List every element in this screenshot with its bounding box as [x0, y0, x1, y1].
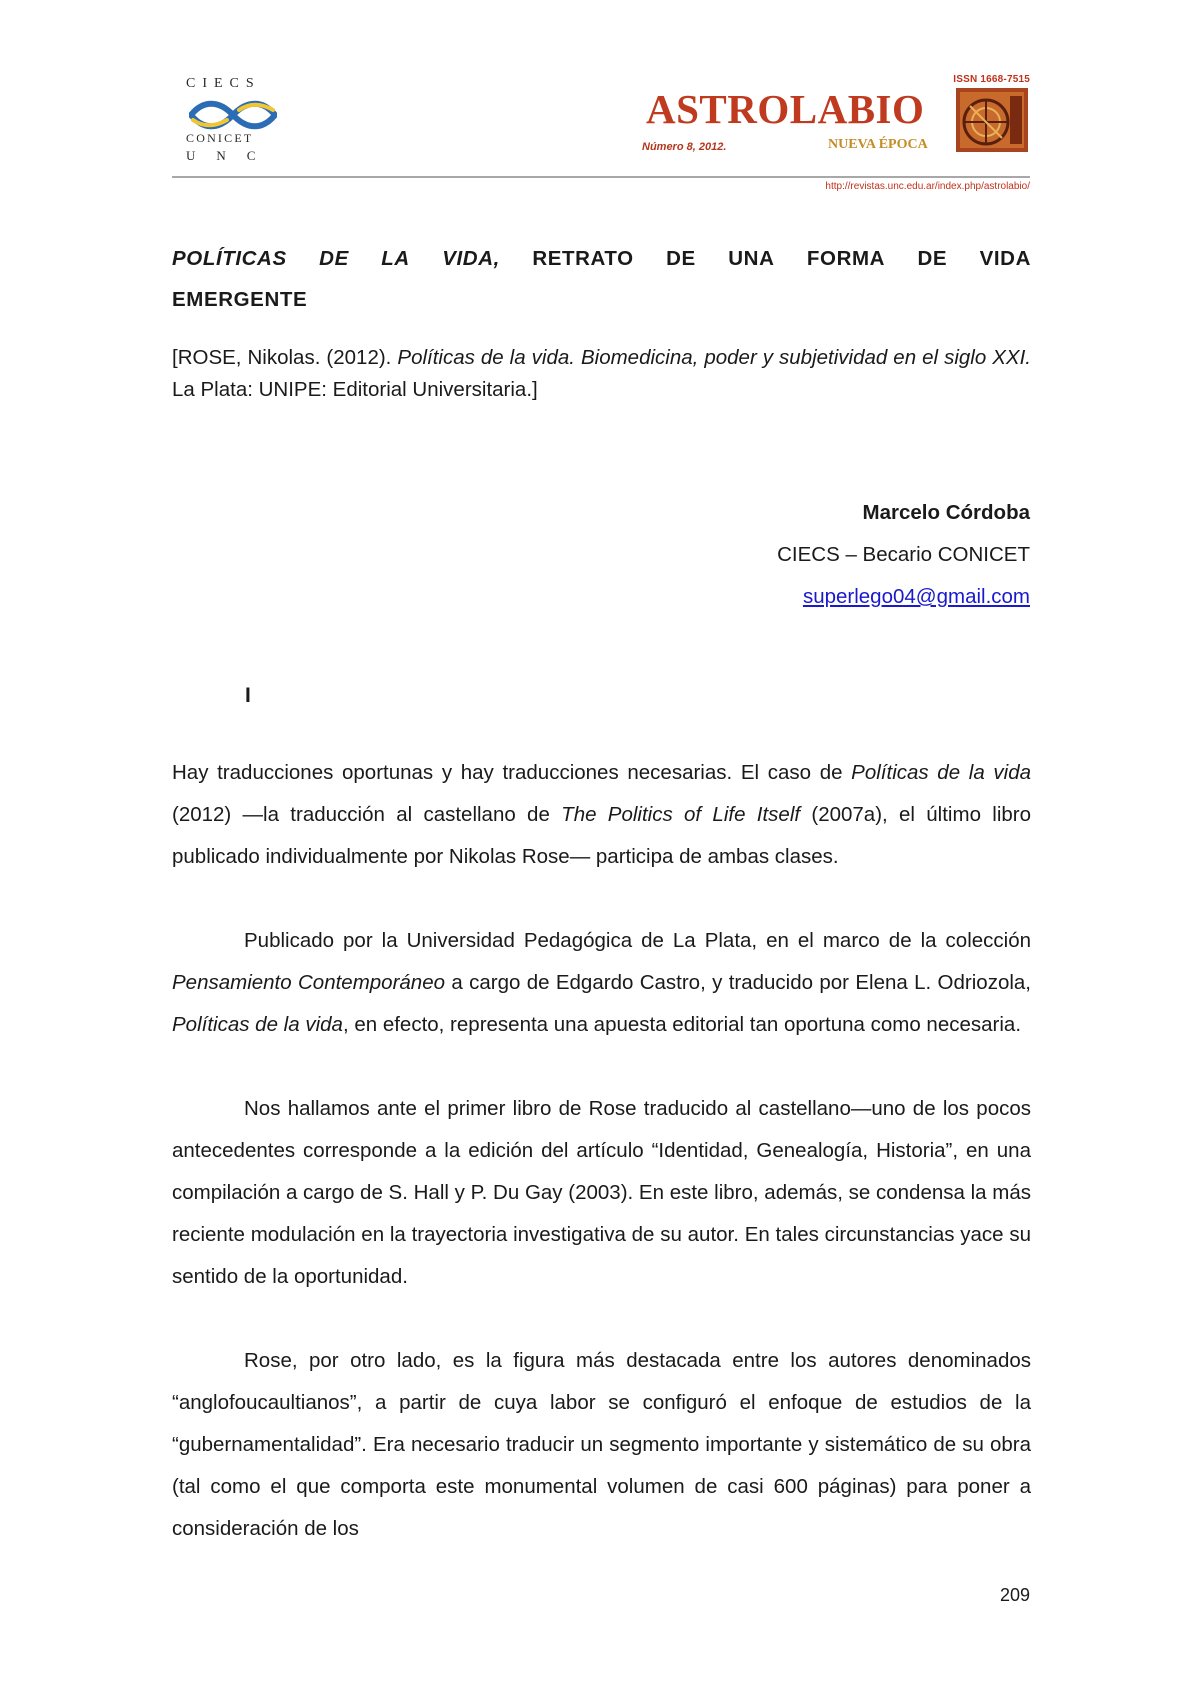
- issn-label: ISSN 1668-7515: [953, 74, 1030, 85]
- paragraph-text: Nos hallamos ante el primer libro de Rose traducido al castellano—uno de los pocos antecedentes corresponde a la edición del artículo “Identidad, Genealogía, Historia”, en una compilación a cargo de S. Hall y P. Du Gay (2003). En este libro, además, se condensa la más reciente modulación en la trayectoria investigativa de su autor. En tales circunstancias yace su sentido de la oportunidad.: [172, 1097, 1031, 1288]
- astrolabio-masthead: [636, 74, 1030, 172]
- paragraph-italic-text: Políticas de la vida: [172, 1013, 343, 1036]
- title-word: UNA: [728, 247, 775, 270]
- paragraph-text: , en efecto, representa una apuesta editorial tan oportuna como necesaria.: [342, 1013, 1022, 1036]
- title-word: DE: [917, 247, 948, 270]
- title-word: RETRATO: [532, 247, 634, 270]
- header-divider: [172, 176, 1030, 178]
- journal-url-link[interactable]: http://revistas.unc.edu.ar/index.php/astrolabio/: [825, 181, 1030, 192]
- title-word: VIDA: [979, 247, 1031, 270]
- article-title: [172, 238, 1031, 320]
- article-title-line-2: EMERGENTE: [172, 288, 308, 311]
- paragraph-text: (2007a), el último libro publicado individualmente por Nikolas Rose— participa de ambas clases.: [172, 803, 1032, 868]
- paragraph-text: Publicado por la Universidad Pedagógica de La Plata, en el marco de la colección: [244, 929, 1031, 952]
- paragraph-4: [172, 1340, 1031, 1550]
- section-number: I: [245, 684, 251, 707]
- paragraph-italic-text: The Politics of Life Itself: [561, 803, 801, 826]
- paragraph-1: [172, 752, 1031, 878]
- title-word: DE: [319, 247, 349, 270]
- paragraph-text: Rose, por otro lado, es la figura más destacada entre los autores denominados “anglofoucaultianos”, a partir de cuya labor se configuró el enfoque de estudios de la “gubernamentalidad”. Era necesario traducir un segmento importante y sistemático de su obra (tal como el que comporta este monumental volumen de casi 600 páginas) para poner a consideración de los: [172, 1349, 1031, 1540]
- journal-title: ASTROLABIO: [646, 86, 925, 132]
- book-reference: [172, 342, 1031, 406]
- page-number: 209: [999, 1585, 1030, 1605]
- ciecs-logo: [186, 76, 281, 166]
- ciecs-wave-icon: [189, 98, 277, 132]
- issue-label: Número 8, 2012.: [642, 141, 727, 153]
- author-affiliation: CIECS – Becario CONICET: [777, 543, 1030, 566]
- ciecs-logo-unc-text: UNC: [186, 148, 277, 163]
- paragraph-text: a cargo de Edgardo Castro, y traducido por Elena L. Odriozola,: [445, 971, 1031, 994]
- author-name: Marcelo Córdoba: [862, 501, 1030, 524]
- title-word: LA: [381, 247, 410, 270]
- title-word: VIDA,: [442, 247, 500, 270]
- title-word: DE: [666, 247, 696, 270]
- paragraph-text: (2012) —la traducción al castellano de: [172, 803, 562, 826]
- paragraph-2: [172, 920, 1031, 1046]
- title-word: FORMA: [806, 247, 886, 270]
- ciecs-logo-top-text: CIECS: [186, 76, 261, 91]
- reference-book-title: Políticas de la vida. Biomedicina, poder y subjetividad en el siglo XXI.: [397, 346, 1031, 369]
- paragraph-text: Hay traducciones oportunas y hay traducciones necesarias. El caso de: [172, 761, 852, 784]
- title-word: POLÍTICAS: [172, 247, 287, 270]
- reference-author: [ROSE, Nikolas. (2012).: [172, 346, 398, 369]
- author-email-link[interactable]: superlego04@gmail.com: [802, 585, 1030, 608]
- paragraph-italic-text: Políticas de la vida: [851, 761, 1031, 784]
- ciecs-logo-conicet-text: CONICET: [186, 131, 254, 145]
- astrolabe-emblem-icon: [956, 88, 1028, 152]
- reference-publisher: La Plata: UNIPE: Editorial Universitaria.]: [172, 378, 538, 401]
- journal-subtitle: NUEVA ÉPOCA: [828, 137, 928, 152]
- article-title-line-1: [172, 238, 1031, 279]
- author-info: [777, 492, 1030, 618]
- paragraph-3: [172, 1088, 1031, 1298]
- paragraph-italic-text: Pensamiento Contemporáneo: [172, 971, 446, 994]
